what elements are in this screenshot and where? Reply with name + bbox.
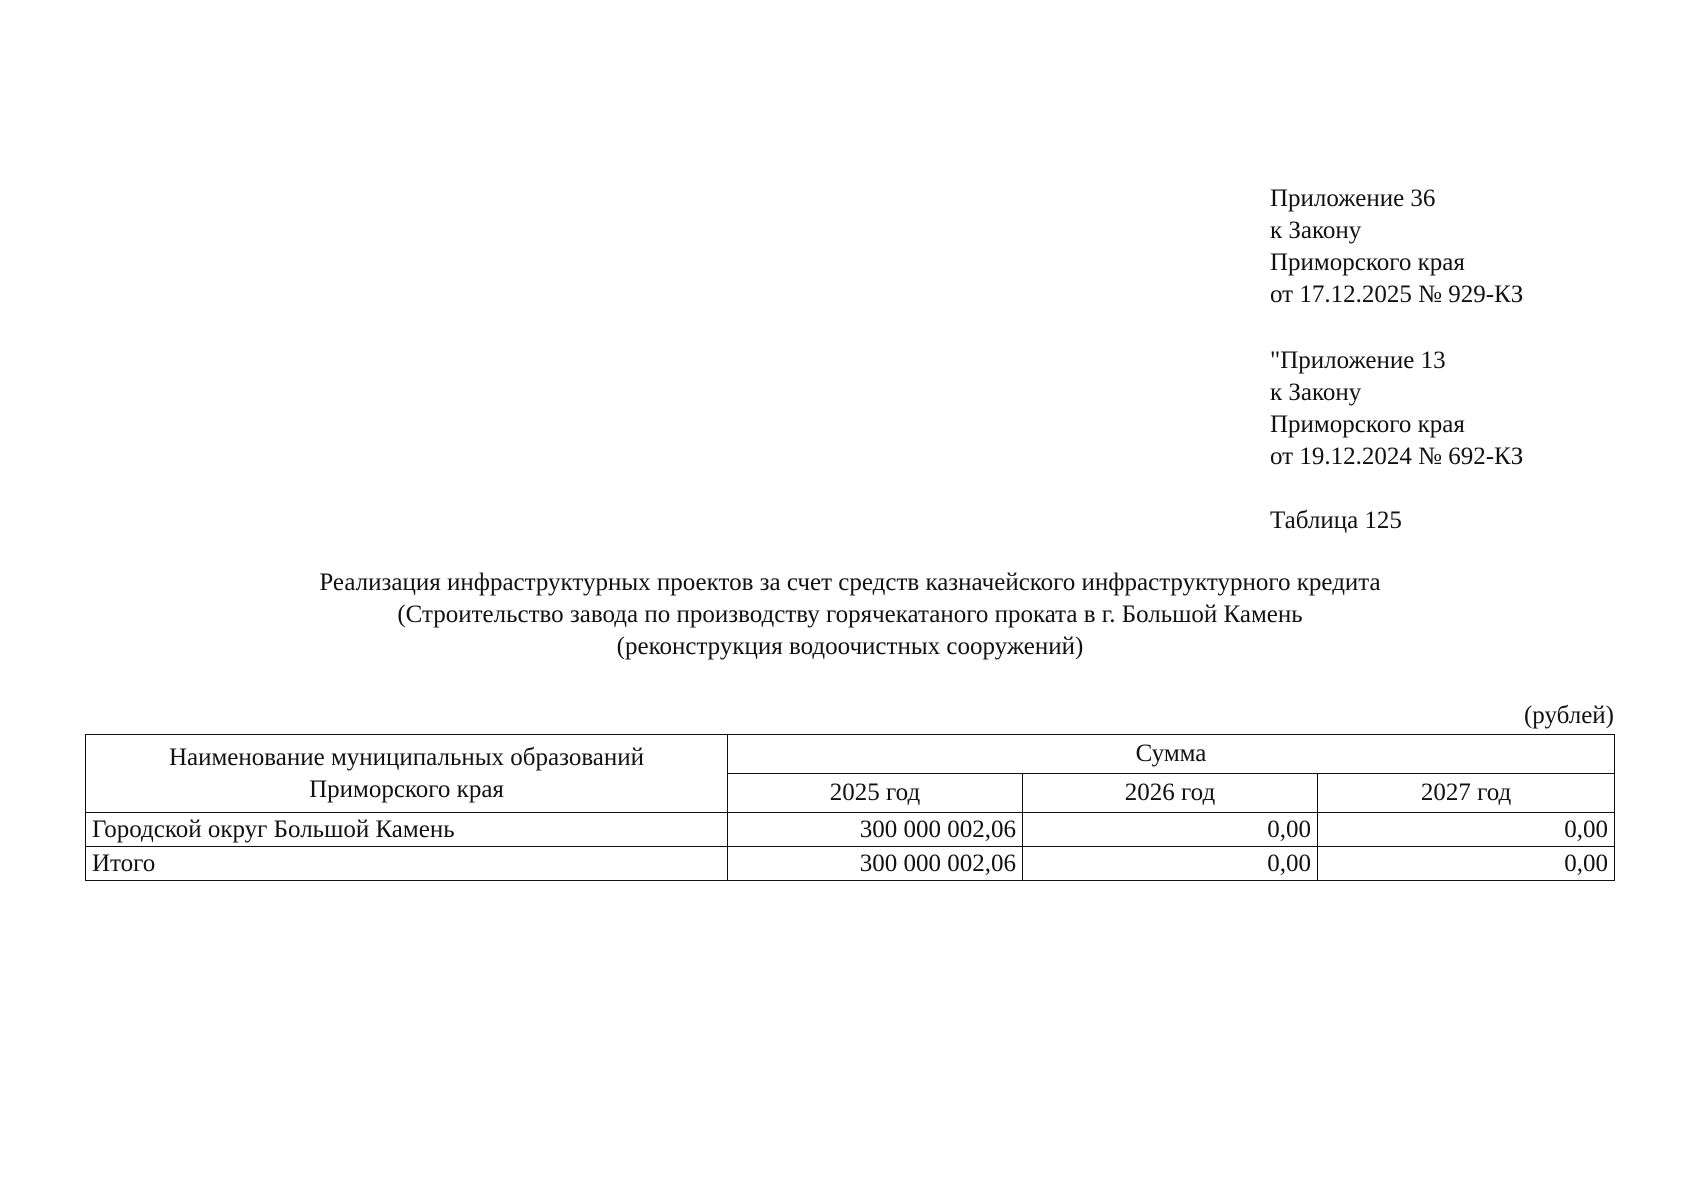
appendix-original-block bbox=[1270, 345, 1523, 473]
amount-2026: 0,00 bbox=[1023, 813, 1318, 847]
total-2027: 0,00 bbox=[1318, 847, 1615, 881]
appendix-line: от 17.12.2025 № 929-КЗ bbox=[1270, 281, 1524, 308]
appendix-line: "Приложение 13 bbox=[1270, 347, 1446, 374]
appendix-current-block bbox=[1270, 183, 1523, 311]
total-2025: 300 000 002,06 bbox=[728, 847, 1023, 881]
total-label: Итого bbox=[86, 847, 728, 881]
column-header-name bbox=[86, 735, 728, 813]
municipality-name: Городской округ Большой Камень bbox=[86, 813, 728, 847]
amount-2027: 0,00 bbox=[1318, 813, 1615, 847]
title-line-3: (реконструкция водоочистных сооружений) bbox=[616, 633, 1084, 660]
total-2026: 0,00 bbox=[1023, 847, 1318, 881]
appendix-line: Приморского края bbox=[1270, 249, 1465, 276]
amount-2025: 300 000 002,06 bbox=[728, 813, 1023, 847]
column-header-year-2026: 2026 год bbox=[1023, 774, 1318, 813]
table-row bbox=[86, 813, 1615, 847]
unit-label: (рублей) bbox=[1523, 702, 1614, 729]
table-number: Таблица 125 bbox=[1270, 507, 1402, 534]
appendix-line: от 19.12.2024 № 692-КЗ bbox=[1270, 443, 1524, 470]
table-header-row bbox=[86, 735, 1615, 774]
column-header-sum: Сумма bbox=[728, 735, 1615, 774]
document-title bbox=[85, 567, 1615, 663]
appendix-line: к Закону bbox=[1270, 379, 1362, 406]
column-header-year-2027: 2027 год bbox=[1318, 774, 1615, 813]
column-header-name-line-2: Приморского края bbox=[309, 775, 504, 803]
appendix-line: к Закону bbox=[1270, 217, 1362, 244]
table-total-row bbox=[86, 847, 1615, 881]
title-line-1: Реализация инфраструктурных проектов за счет средств казначейского инфраструктурного кредита bbox=[319, 569, 1381, 596]
column-header-year-2025: 2025 год bbox=[728, 774, 1023, 813]
appendix-line: Приложение 36 bbox=[1270, 185, 1436, 212]
title-line-2: (Строительство завода по производству горячекатаного проката в г. Большой Камень bbox=[397, 601, 1303, 628]
budget-table bbox=[85, 734, 1615, 881]
column-header-name-line-1: Наименование муниципальных образований bbox=[168, 743, 645, 771]
appendix-line: Приморского края bbox=[1270, 411, 1465, 438]
